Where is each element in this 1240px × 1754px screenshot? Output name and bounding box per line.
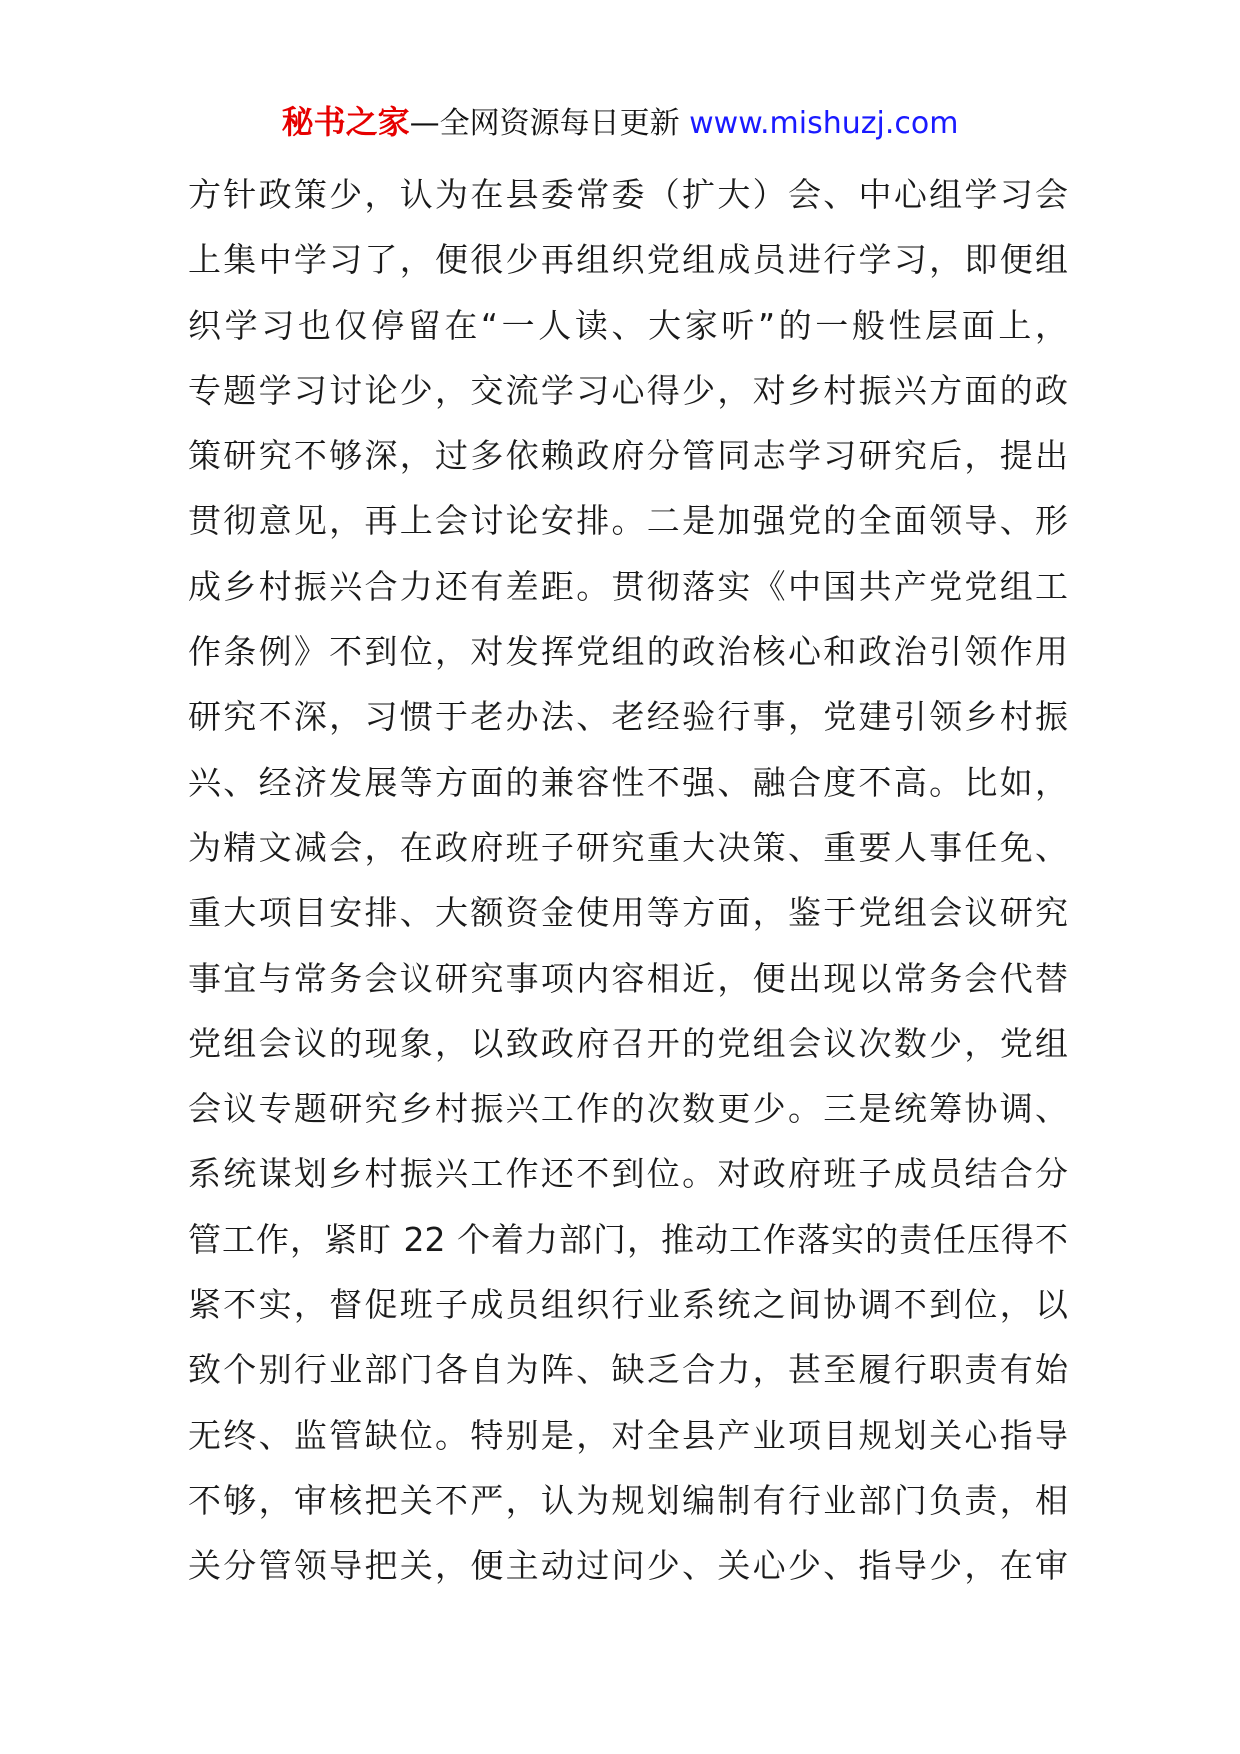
text-line: 紧不实，督促班子成员组织行业系统之间协调不到位，以 (188, 1285, 1068, 1325)
text-line: 成乡村振兴合力还有差距。贯彻落实《中国共产党党组工 (188, 566, 1068, 606)
text-line: 作条例》不到位，对发挥党组的政治核心和政治引领作用 (188, 632, 1068, 672)
text-line: 贯彻意见，再上会讨论安排。二是加强党的全面领导、形 (188, 501, 1068, 541)
text-line: 管工作，紧盯 22 个着力部门，推动工作落实的责任压得不 (188, 1219, 1068, 1259)
text-line: 兴、经济发展等方面的兼容性不强、融合度不高。比如， (188, 762, 1068, 802)
text-line: 党组会议的现象，以致政府召开的党组会议次数少，党组 (188, 1023, 1068, 1063)
text-line: 策研究不够深，过多依赖政府分管同志学习研究后，提出 (188, 436, 1068, 476)
site-url-link[interactable]: www.mishuzj.com (689, 106, 959, 141)
text-line: 会议专题研究乡村振兴工作的次数更少。三是统筹协调、 (188, 1089, 1068, 1129)
text-line: 事宜与常务会议研究事项内容相近，便出现以常务会代替 (188, 958, 1068, 998)
text-line: 重大项目安排、大额资金使用等方面，鉴于党组会议研究 (188, 893, 1068, 933)
text-line: 专题学习讨论少，交流学习心得少，对乡村振兴方面的政 (188, 370, 1068, 410)
text-line: 系统谋划乡村振兴工作还不到位。对政府班子成员结合分 (188, 1154, 1068, 1194)
text-line: 织学习也仅停留在“一人读、大家听”的一般性层面上， (188, 305, 1068, 345)
text-line: 关分管领导把关，便主动过问少、关心少、指导少，在审 (188, 1546, 1068, 1586)
text-line: 方针政策少，认为在县委常委（扩大）会、中心组学习会 (188, 175, 1068, 214)
text-line: 上集中学习了，便很少再组织党组成员进行学习，即便组 (188, 240, 1068, 280)
text-line: 不够，审核把关不严，认为规划编制有行业部门负责，相 (188, 1480, 1068, 1520)
text-line: 研究不深，习惯于老办法、老经验行事，党建引领乡村振 (188, 697, 1068, 737)
text-line: 为精文减会，在政府班子研究重大决策、重要人事任免、 (188, 827, 1068, 867)
document-body (188, 162, 1068, 1599)
text-line: 致个别行业部门各自为阵、缺乏合力，甚至履行职责有始 (188, 1350, 1068, 1390)
text-line: 无终、监管缺位。特别是，对全县产业项目规划关心指导 (188, 1415, 1068, 1455)
page-header (0, 98, 1240, 148)
brand-name: 秘书之家 (281, 103, 410, 141)
header-tagline: —全网资源每日更新 (409, 106, 680, 141)
